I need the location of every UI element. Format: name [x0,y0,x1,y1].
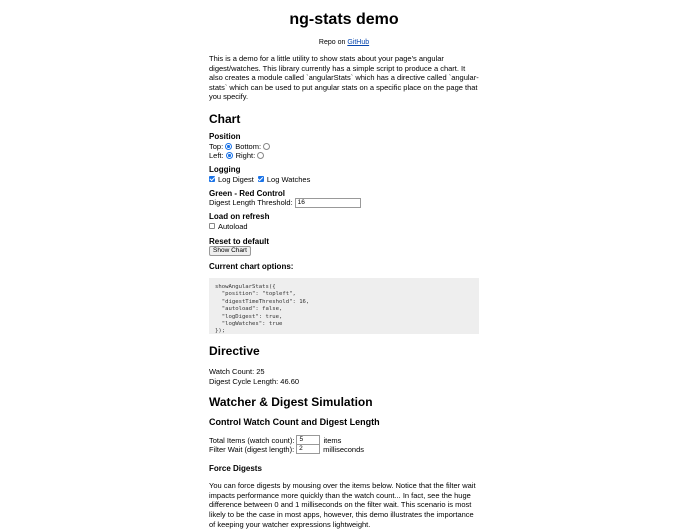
log-digest-checkbox[interactable] [209,176,215,182]
right-radio[interactable] [257,152,264,159]
top-label: Top: [209,141,224,151]
repo-line [0,39,688,47]
autoload-checkbox-label: Autoload [218,221,248,231]
position-label: Position [209,132,241,142]
main-content [209,54,479,529]
reset-row [209,246,479,255]
digest-cycle-length: Digest Cycle Length: 46.60 [209,376,300,386]
simulation-subheading: Control Watch Count and Digest Length [209,416,380,427]
filter-wait-input[interactable]: 2 [296,444,320,454]
total-items-label: Total Items (watch count): [209,435,295,445]
threshold-field-label: Digest Length Threshold: [209,198,293,208]
page-title: ng-stats demo [289,11,399,28]
left-radio[interactable] [226,152,233,159]
threshold-input[interactable]: 16 [295,198,361,208]
total-items-suffix: items [323,435,342,445]
options-code: showAngularStats({ "position": "topleft", "digestTimeThreshold": 16, "autoload": false, "logDigest": true, "logWatches": true }); [209,278,479,334]
watch-count: Watch Count: 25 [209,367,265,377]
filter-wait-label: Filter Wait (digest length): [209,444,295,454]
total-items-input[interactable]: 5 [296,435,320,445]
right-label: Right: [235,150,256,160]
log-watches-label: Log Watches [266,174,311,184]
left-label: Left: [209,150,224,160]
intro-text: This is a demo for a little utility to show stats about your page's angular digest/watches. This library currently has a simple script to produce a chart. It also creates a module called `angularStats` which has a directive called `angular-stats` which can be used to put angular stats on a specific place on the page that you specify. [209,54,479,102]
threshold-label: Green - Red Control [209,188,286,198]
log-watches-checkbox[interactable] [258,176,264,182]
force-digests-text: You can force digests by mousing over the items below. Notice that the filter wait impacts performance more quickly than the watch count... In fact, see the huge difference between 0 and 1 milliseconds on the filter wait. This scenario is most likely to be the case in most apps, however, this demo illustrates the importance of keeping your watcher expressions lightweight. [209,481,476,529]
total-items-row [209,436,479,445]
autoload-row [209,222,479,231]
options-label: Current chart options: [209,262,294,272]
position-row-horizontal [209,151,479,160]
reset-label: Reset to default [209,236,270,246]
threshold-row [209,198,479,207]
log-digest-label: Log Digest [218,174,254,184]
position-row-vertical [209,142,479,151]
directive-heading: Directive [209,343,260,358]
top-radio[interactable] [225,143,232,150]
logging-row [209,175,479,184]
github-link[interactable]: GitHub [347,39,370,46]
bottom-radio[interactable] [263,143,270,150]
show-chart-button[interactable]: Show Chart [209,246,251,256]
repo-prefix: Repo on [318,39,348,46]
autoload-label: Load on refresh [209,212,270,222]
filter-wait-row [209,445,479,454]
simulation-heading: Watcher & Digest Simulation [209,394,373,409]
bottom-label: Bottom: [235,141,262,151]
force-digests-heading: Force Digests [209,463,262,473]
autoload-checkbox[interactable] [209,223,215,229]
filter-wait-suffix: milliseconds [323,444,365,454]
chart-heading: Chart [209,111,241,126]
logging-label: Logging [209,164,241,174]
